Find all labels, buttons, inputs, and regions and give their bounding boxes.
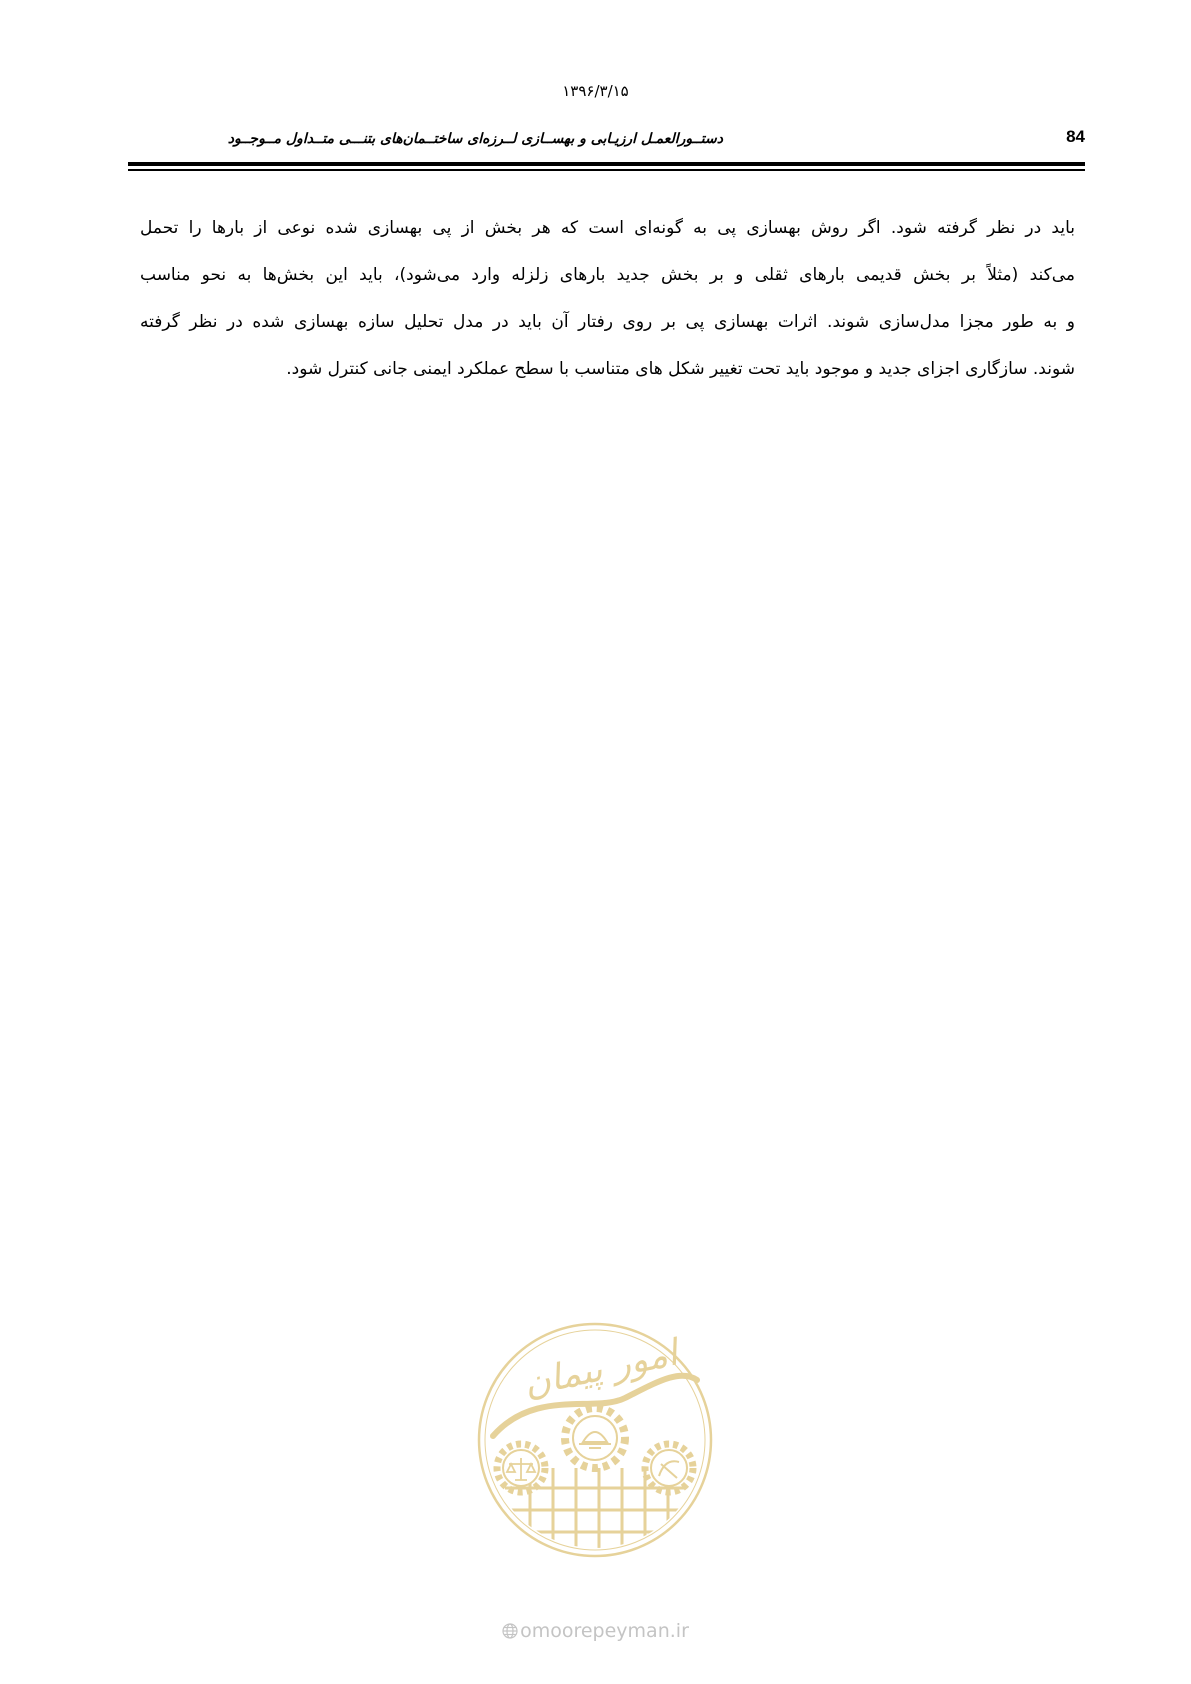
paragraph-line: باید در نظر گرفته شود. اگر روش بهسازی پی به گونه‌ای است که هر بخش از پی بهسازی شده نوعی از بارها را تحمل xyxy=(140,218,1075,238)
header-rule-thick xyxy=(128,162,1085,166)
paragraph-line: و به طور مجزا مدل‌سازی شوند. اثرات بهسازی پی بر روی رفتار آن باید در مدل تحلیل سازه بهسازی شده در نظر گرفته xyxy=(140,312,1075,332)
paragraph-line: شوند. سازگاری اجزای جدید و موجود باید تحت تغییر شکل های متناسب با سطح عملکرد ایمنی جانی کنترل شود. xyxy=(286,359,1075,379)
logo-lettering: امور پیمان xyxy=(520,1332,682,1406)
page-number: 84 xyxy=(1066,127,1085,146)
body-paragraph xyxy=(140,205,1075,393)
header-rule-thin xyxy=(128,169,1085,171)
website-text: omoorepeyman.ir xyxy=(520,1620,689,1642)
header-title: دستــورالعمـل ارزیـابی و بهســازی لــرزه‌ای ساختــمان‌های بتنـــی متــداول مــوجــود xyxy=(227,131,723,147)
gear-icon xyxy=(497,1444,545,1492)
watermark-website xyxy=(0,1620,1191,1642)
watermark-logo xyxy=(475,1318,715,1568)
gear-icon xyxy=(565,1408,625,1468)
paragraph-line: می‌کند (مثلاً بر بخش قدیمی بارهای ثقلی و بر بخش جدید بارهای زلزله وارد می‌شود)، باید این بخش‌ها به نحو مناسب xyxy=(140,265,1075,285)
gear-icon xyxy=(645,1444,693,1492)
page-date: ۱۳۹۶/۳/۱۵ xyxy=(562,82,629,100)
globe-icon xyxy=(502,1623,518,1639)
